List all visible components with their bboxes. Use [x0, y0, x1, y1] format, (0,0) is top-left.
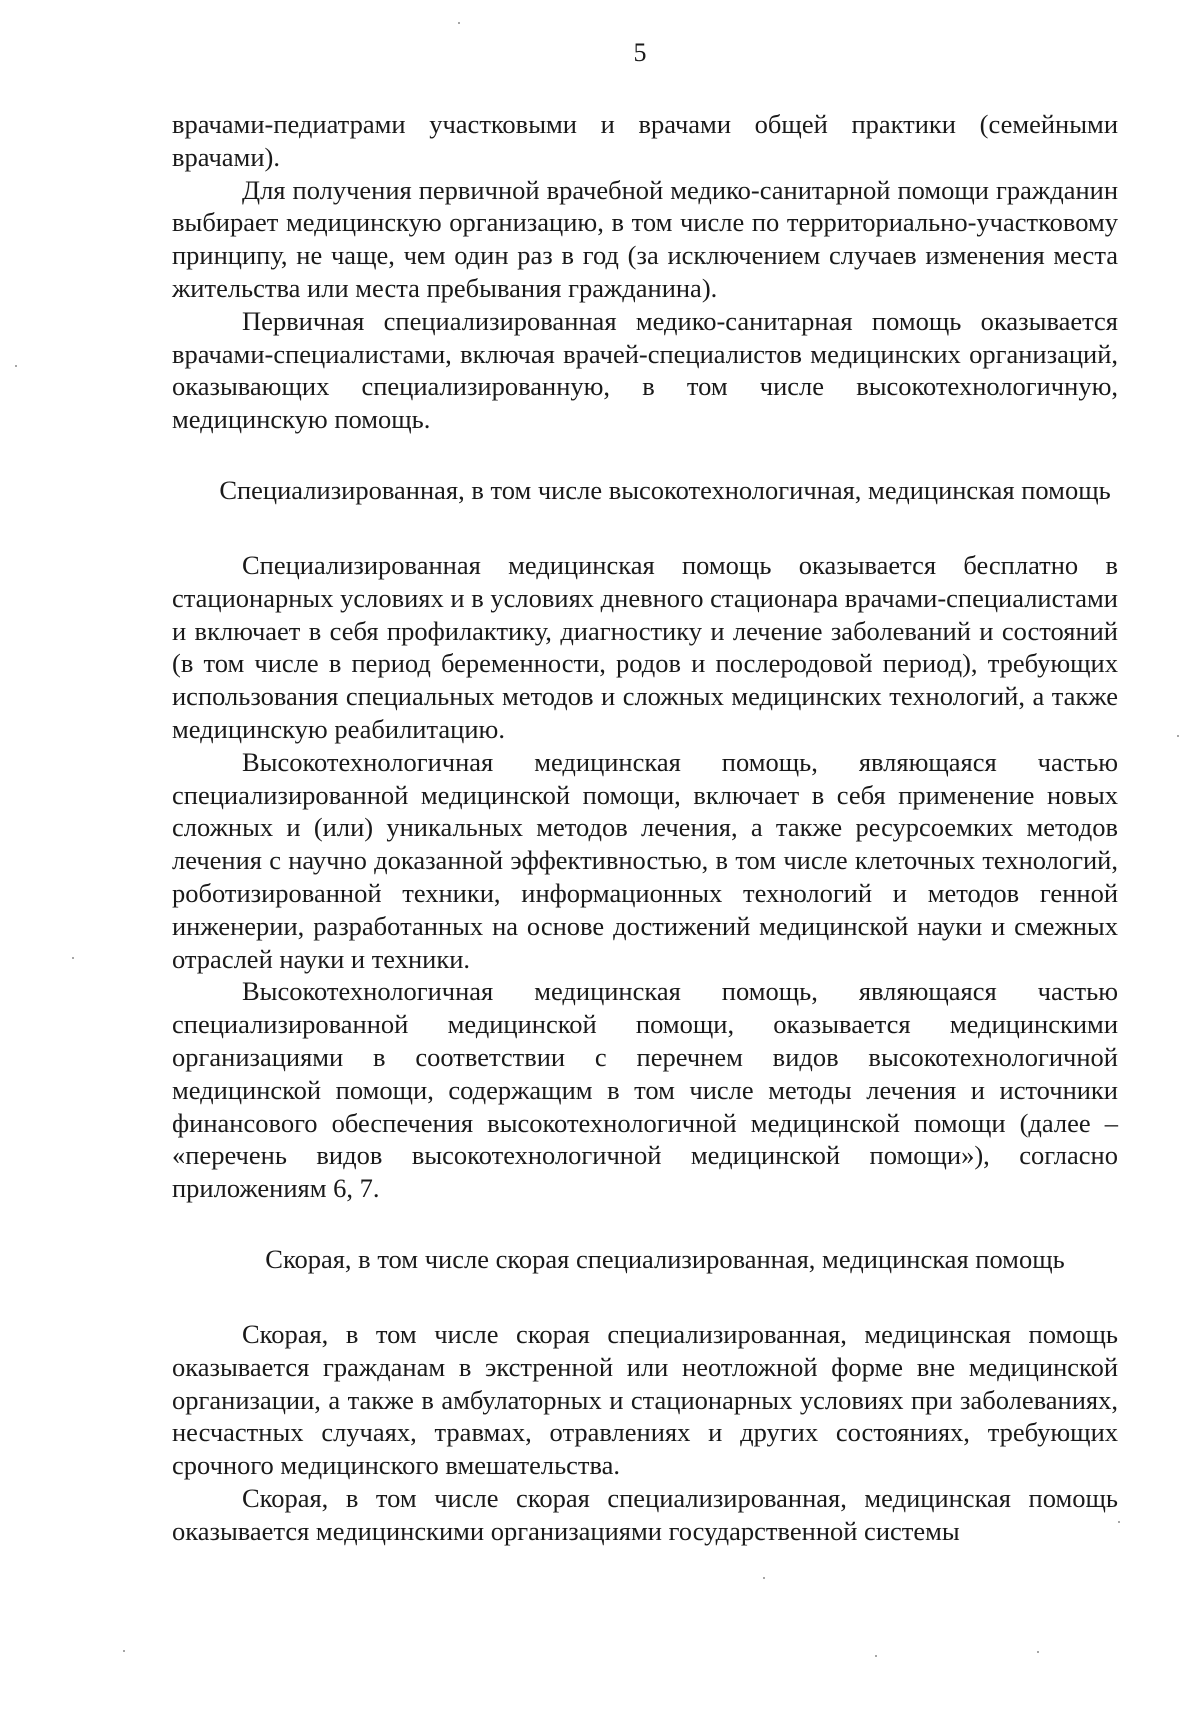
- scan-speck: [15, 365, 17, 367]
- paragraph-continuation: врачами-педиатрами участковыми и врачами общей практики (семейными врачами).: [172, 109, 1118, 172]
- paragraph-primary-care-choice: Для получения первичной врачебной медико-санитарной помощи гражданин выбирает медицинскую организацию, в том числе по территориально-участковому принципу, не чаще, чем один раз в год (за исключением случаев изменения места жительства или места пребывания гражданина).: [172, 174, 1118, 303]
- scan-speck: [875, 1655, 877, 1657]
- scan-speck: [1037, 1651, 1039, 1653]
- section-heading-emergency: Скорая, в том числе скорая специализированная, медицинская помощь: [265, 1243, 1065, 1274]
- section-heading-specialized: Специализированная, в том числе высокотехнологичная, медицинская помощь: [219, 474, 1111, 505]
- spacer: [172, 507, 1118, 549]
- spacer: [172, 436, 1118, 474]
- scan-speck: [458, 22, 460, 24]
- page-number: 5: [633, 38, 647, 67]
- scan-speck: [72, 957, 74, 959]
- scan-speck: [1177, 735, 1179, 737]
- paragraph-primary-specialized-care: Первичная специализированная медико-санитарная помощь оказывается врачами-специалистами, включая врачей-специалистов медицинских организаций, оказывающих специализированную, в том числе высокотехнологичную, медицинскую помощь.: [172, 305, 1118, 435]
- paragraph-emergency-providers: Скорая, в том числе скорая специализированная, медицинская помощь оказывается медицинскими организациями государственной системы: [172, 1482, 1118, 1546]
- spacer: [172, 1276, 1118, 1318]
- scan-speck: [763, 1577, 765, 1579]
- scan-speck: [1118, 1521, 1120, 1523]
- document-body: [172, 108, 1118, 1547]
- scan-speck: [123, 1650, 125, 1652]
- spacer: [172, 1205, 1118, 1243]
- paragraph-high-tech-providers: Высокотехнологичная медицинская помощь, являющаяся частью специализированной медицинской помощи, оказывается медицинскими организациями в соответствии с перечнем видов высокотехнологичной медицинской помощи, содержащим в том числе методы лечения и источники финансового обеспечения высокотехнологичной медицинской помощи (далее – «перечень видов высокотехнологичной медицинской помощи»), согласно приложениям 6, 7.: [172, 976, 1118, 1204]
- paragraph-specialized-care: Специализированная медицинская помощь оказывается бесплатно в стационарных условиях и в условиях дневного стационара врачами-специалистами и включает в себя профилактику, диагностику и лечение заболеваний и состояний (в том числе в период беременности, родов и послеродовой период), требующих использования специальных методов и сложных медицинских технологий, а также медицинскую реабилитацию.: [172, 549, 1118, 744]
- paragraph-emergency-care: Скорая, в том числе скорая специализированная, медицинская помощь оказывается гражданам в экстренной или неотложной форме вне медицинской организации, а также в амбулаторных и стационарных условиях при заболеваниях, несчастных случаях, травмах, отравлениях и других состояниях, требующих срочного медицинского вмешательства.: [172, 1318, 1118, 1481]
- paragraph-high-tech-care: Высокотехнологичная медицинская помощь, являющаяся частью специализированной медицинской помощи, включает в себя применение новых сложных и (или) уникальных методов лечения, а также ресурсоемких методов лечения с научно доказанной эффективностью, в том числе клеточных технологий, роботизированной техники, информационных технологий и методов генной инженерии, разработанных на основе достижений медицинской науки и смежных отраслей науки и техники.: [172, 746, 1118, 974]
